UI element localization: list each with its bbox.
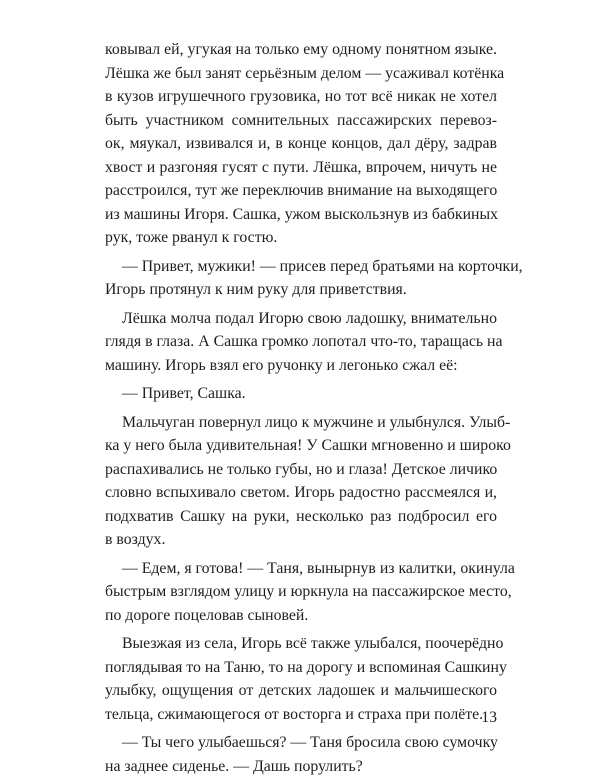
text-line: — Едем, я готова! — Таня, вынырнув из калитки, окинула (105, 557, 497, 581)
text-line: быть участником сомнительных пассажирских перевоз- (105, 109, 497, 133)
text-line: — Привет, мужики! — присев перед братьями на корточки, (105, 255, 497, 279)
text-line: быстрым взглядом улицу и юркнула на пассажирское место, (105, 580, 497, 604)
text-line: по дороге поцеловав сыновей. (105, 604, 497, 628)
paragraph-2 (105, 255, 497, 302)
text-line: Мальчуган повернул лицо к мужчине и улыбнулся. Улыб- (105, 411, 497, 435)
text-line: на заднее сиденье. — Дашь порулить? (105, 755, 497, 778)
text-line: словно вспыхивало светом. Игорь радостно рассмеялся и, (105, 481, 497, 505)
text-line: в воздух. (105, 528, 497, 552)
text-line: машину. Игорь взял его ручонку и легонько сжал её: (105, 354, 497, 378)
text-line: ка у него была удивительная! У Сашки мгновенно и широко (105, 434, 497, 458)
text-line: поглядывая то на Таню, то на дорогу и вспоминая Сашкину (105, 656, 497, 680)
text-line: глядя в глаза. А Сашка громко лопотал что-то, таращась на (105, 330, 497, 354)
paragraph-6 (105, 557, 497, 628)
page-number: 13 (481, 708, 497, 728)
text-line: — Привет, Сашка. (105, 382, 497, 406)
paragraph-5 (105, 411, 497, 552)
text-line: — Ты чего улыбаешься? — Таня бросила свою сумочку (105, 731, 497, 755)
text-line: Выезжая из села, Игорь всё также улыбался, поочерёдно (105, 632, 497, 656)
text-line: тельца, сжимающегося от восторга и страха при полёте. (105, 703, 497, 727)
text-line: ковывал ей, угукая на только ему одному понятном языке. (105, 38, 497, 62)
text-line: Лёшка же был занят серьёзным делом — усаживал котёнка (105, 62, 497, 86)
text-line: ок, мяукал, извивался и, в конце концов, дал дёру, задрав (105, 132, 497, 156)
text-line: Игорь протянул к ним руку для приветствия. (105, 278, 497, 302)
text-line: из машины Игоря. Сашка, ужом выскользнув из бабкиных (105, 203, 497, 227)
page-text (105, 38, 497, 778)
paragraph-3 (105, 307, 497, 378)
text-line: расстроился, тут же переключив внимание на выходящего (105, 179, 497, 203)
text-line: хвост и разгоняя гусят с пути. Лёшка, впрочем, ничуть не (105, 156, 497, 180)
paragraph-7 (105, 632, 497, 726)
text-line: подхватив Сашку на руки, несколько раз подбросил его (105, 505, 497, 529)
text-line: распахивались не только губы, но и глаза! Детское личико (105, 458, 497, 482)
paragraph-4 (105, 382, 497, 406)
text-line: Лёшка молча подал Игорю свою ладошку, внимательно (105, 307, 497, 331)
text-line: улыбку, ощущения от детских ладошек и мальчишеского (105, 679, 497, 703)
text-line: рук, тоже рванул к гостю. (105, 226, 497, 250)
text-line: в кузов игрушечного грузовика, но тот всё никак не хотел (105, 85, 497, 109)
paragraph-1 (105, 38, 497, 250)
paragraph-8 (105, 731, 497, 778)
